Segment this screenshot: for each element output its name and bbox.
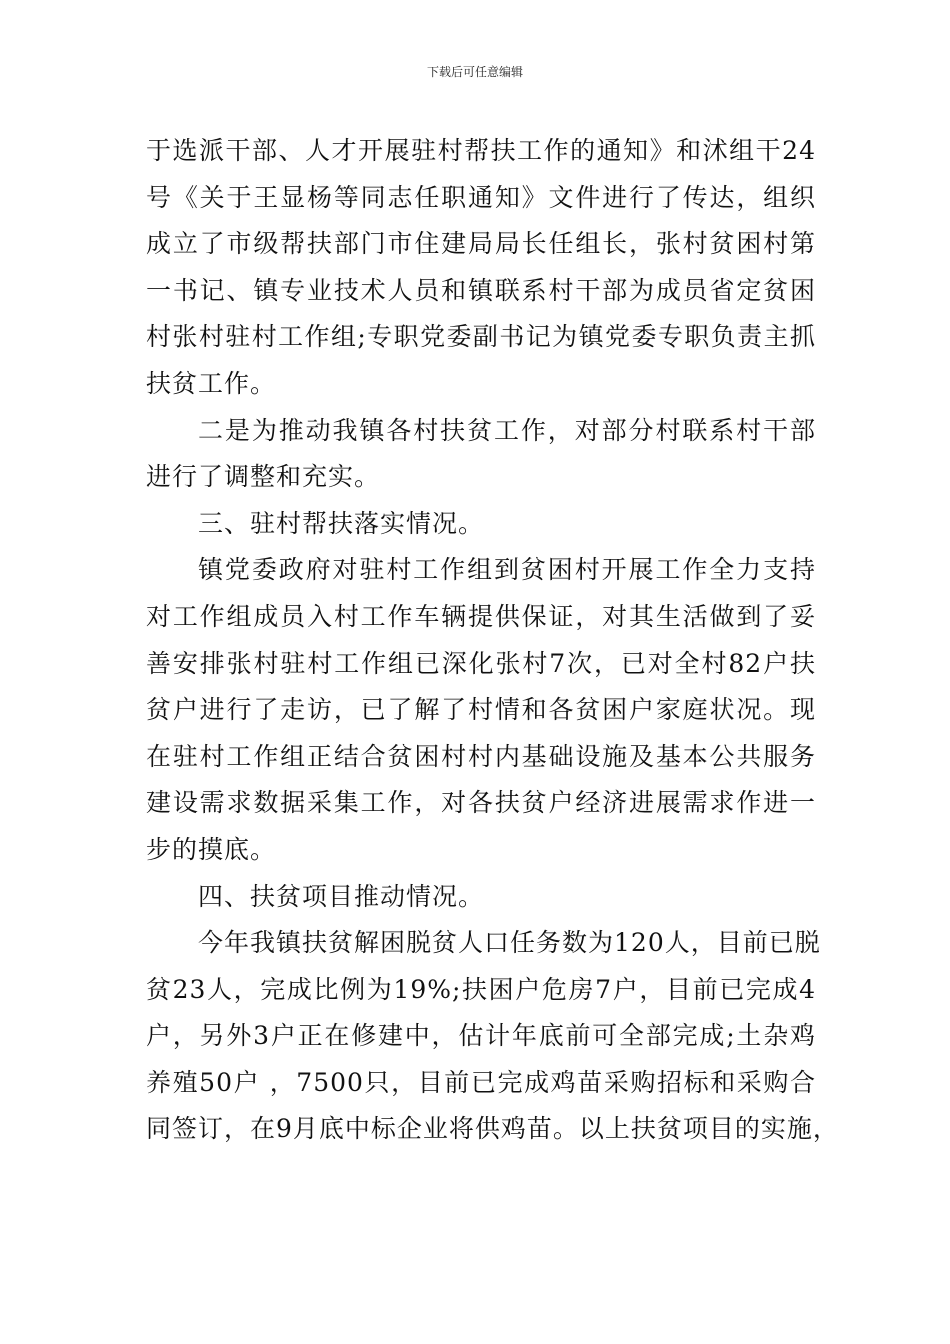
page-header: 下载后可任意编辑 (426, 65, 523, 79)
text-line: 建设需求数据采集工作，对各扶贫户经济进展需求作进一 (146, 788, 816, 818)
text-line: 今年我镇扶贫解困脱贫人口任务数为120人，目前已脱 (198, 928, 821, 958)
section-heading: 三、驻村帮扶落实情况。 (198, 508, 485, 538)
text-line: 扶贫工作。 (146, 368, 277, 398)
text-line: 二是为推动我镇各村扶贫工作，对部分村联系村干部 (198, 415, 816, 445)
text-line: 步的摸底。 (146, 834, 277, 864)
text-line: 同签订，在9月底中标企业将供鸡苗。以上扶贫项目的实施， (146, 1114, 839, 1144)
text-line: 于选派干部、人才开展驻村帮扶工作的通知》和沭组干24 (146, 136, 816, 165)
text-line: 成立了市级帮扶部门市住建局局长任组长，张村贫困村第 (146, 229, 816, 259)
text-line: 善安排张村驻村工作组已深化张村7次，已对全村82户扶 (146, 648, 816, 678)
section-heading: 四、扶贫项目推动情况。 (198, 881, 485, 911)
text-line: 贫23人，完成比例为19%;扶困户危房7户，目前已完成4 (146, 974, 816, 1004)
text-line: 镇党委政府对驻村工作组到贫困村开展工作全力支持 (198, 555, 816, 585)
text-line: 进行了调整和充实。 (146, 462, 381, 492)
document-body (146, 128, 839, 1153)
text-line: 号《关于王显杨等同志任职通知》文件进行了传达，组织 (146, 182, 816, 212)
text-line: 户，另外3户正在修建中，估计年底前可全部完成;土杂鸡 (146, 1021, 816, 1051)
text-line: 贫户进行了走访，已了解了村情和各贫困户家庭状况。现 (146, 695, 816, 725)
text-line: 在驻村工作组正结合贫困村村内基础设施及基本公共服务 (146, 741, 816, 771)
text-line: 村张村驻村工作组;专职党委副书记为镇党委专职负责主抓 (146, 322, 816, 352)
text-line: 养殖50户 ，7500只，目前已完成鸡苗采购招标和采购合 (146, 1067, 816, 1097)
text-line: 一书记、镇专业技术人员和镇联系村干部为成员省定贫困 (146, 275, 816, 305)
text-line: 对工作组成员入村工作车辆提供保证，对其生活做到了妥 (146, 601, 816, 631)
